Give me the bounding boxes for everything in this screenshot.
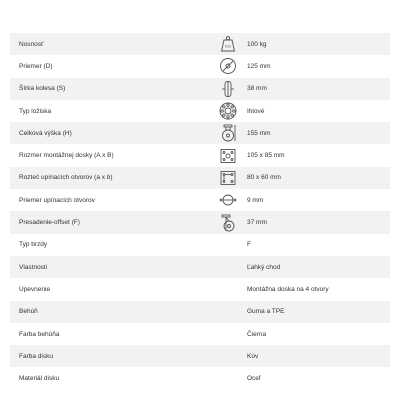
spec-value: Montážna doska na 4 otvory — [247, 285, 329, 293]
spec-table — [10, 33, 390, 390]
spec-row-offset — [10, 211, 390, 233]
spec-label: Priemer (D) — [19, 62, 53, 70]
spec-value: Kov — [247, 352, 259, 360]
spec-row-hole-spacing — [10, 167, 390, 189]
spec-value: 100 kg — [247, 40, 267, 48]
spec-row-tread — [10, 301, 390, 323]
spec-row-hole-diameter — [10, 189, 390, 211]
spec-label: Farba behúňa — [19, 330, 60, 338]
spec-value: 9 mm — [247, 196, 264, 204]
spec-label: Vlastnosti — [19, 263, 48, 271]
spec-label: Nosnosť — [19, 40, 44, 48]
spec-label: Typ brzdy — [19, 241, 48, 249]
spec-row-disc-material — [10, 367, 390, 389]
spec-value: Oceľ — [247, 375, 261, 383]
spec-value: F — [247, 241, 251, 249]
bearing-icon — [210, 102, 245, 120]
spec-value: Guma a TPE — [247, 308, 285, 316]
spec-row-mounting-plate — [10, 144, 390, 166]
total-height-icon — [210, 124, 245, 142]
spec-value: 37 mm — [247, 219, 267, 227]
spec-row-disc-color — [10, 345, 390, 367]
wheel-width-icon — [210, 80, 245, 98]
spec-label: Materiál disku — [19, 375, 60, 383]
spec-label: Presadenie-offset (F) — [19, 219, 80, 227]
spec-label: Celková výška (H) — [19, 129, 72, 137]
spec-row-bearing-type — [10, 100, 390, 122]
spec-row-tread-color — [10, 323, 390, 345]
spec-label: Upevnenie — [19, 285, 51, 293]
spec-row-brake-type — [10, 234, 390, 256]
spec-value: 105 x 85 mm — [247, 152, 285, 160]
spec-label: Typ ložiska — [19, 107, 52, 115]
spec-row-diameter — [10, 55, 390, 77]
wheel-diameter-icon — [210, 57, 245, 75]
weight-icon-text: KG — [224, 43, 231, 49]
mounting-plate-icon — [210, 147, 245, 165]
spec-value: 155 mm — [247, 129, 271, 137]
hole-diameter-icon — [210, 191, 245, 209]
spec-row-properties — [10, 256, 390, 278]
spec-label: Šírka kolesa (S) — [19, 85, 66, 93]
spec-value: 80 x 60 mm — [247, 174, 281, 182]
spec-value: Čierna — [247, 330, 267, 338]
spec-row-total-height — [10, 122, 390, 144]
weight-icon — [210, 35, 245, 53]
hole-spacing-icon — [210, 169, 245, 187]
spec-label: Rozmer montážnej dosky (A x B) — [19, 152, 114, 160]
spec-row-wheel-width — [10, 78, 390, 100]
spec-label: Behúň — [19, 308, 38, 316]
spec-value: Ľahký chod — [247, 263, 281, 271]
spec-value: 38 mm — [247, 85, 267, 93]
spec-label: Rozteč upínacích otvorov (a x b) — [19, 174, 113, 182]
spec-row-load-capacity — [10, 33, 390, 55]
spec-value: Ihlové — [247, 107, 265, 115]
spec-value: 125 mm — [247, 62, 271, 70]
offset-icon — [210, 214, 245, 232]
spec-label: Farba disku — [19, 352, 53, 360]
spec-label: Priemer upínacích otvorov — [19, 196, 95, 204]
spec-row-mounting — [10, 278, 390, 300]
